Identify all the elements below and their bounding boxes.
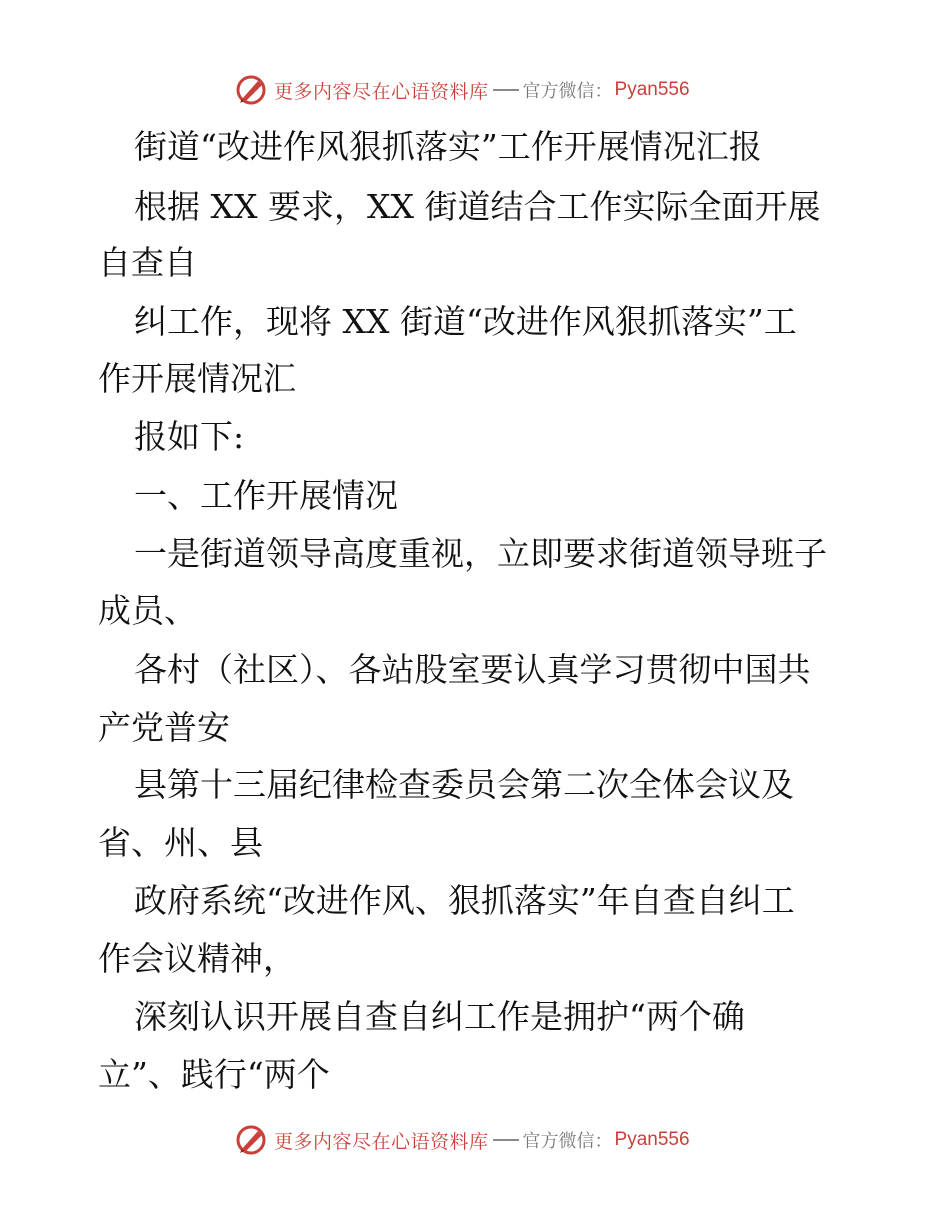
wechat-id: Pyan556: [614, 1129, 690, 1150]
header-watermark-banner: [234, 72, 690, 108]
wechat-label: 官方微信：: [522, 81, 613, 102]
text-line: 纠工作，现将 XX 街道“改进作风狠抓落实”工: [134, 302, 797, 341]
banner-dash: [493, 89, 519, 91]
text-line: 深刻认识开展自查自纠工作是拥护“两个确: [134, 997, 745, 1036]
site-name-text: 更多内容尽在心语资料库: [274, 1130, 489, 1153]
banner-dash: [493, 1139, 519, 1141]
text-line: 根据 XX 要求，XX 街道结合工作实际全面开展: [134, 187, 821, 226]
text-line: 各村（社区）、各站股室要认真学习贯彻中国共: [134, 650, 811, 689]
section-heading: 一、工作开展情况: [134, 476, 398, 515]
text-line: 报如下:: [134, 417, 245, 456]
wechat-label: 官方微信：: [522, 1131, 613, 1152]
pen-logo-icon: [234, 1123, 268, 1157]
text-line: 县第十三届纪律检查委员会第二次全体会议及: [134, 765, 794, 804]
text-line: 一是街道领导高度重视，立即要求街道领导班子: [134, 534, 827, 573]
text-line: 政府系统“改进作风、狠抓落实”年自查自纠工: [134, 881, 795, 920]
document-title: 街道“改进作风狠抓落实”工作开展情况汇报: [134, 127, 762, 166]
text-line: 产党普安: [98, 708, 230, 747]
text-line: 立”、践行“两个: [98, 1055, 330, 1094]
text-line: 省、州、县: [98, 823, 263, 862]
text-line: 作会议精神，: [98, 939, 296, 978]
text-line: 作开展情况汇: [98, 359, 296, 398]
text-line: 成员、: [98, 591, 197, 630]
text-line: 自查自: [98, 243, 197, 282]
footer-watermark-banner: [234, 1122, 690, 1158]
site-name-text: 更多内容尽在心语资料库: [274, 80, 489, 103]
wechat-id: Pyan556: [614, 79, 690, 100]
pen-logo-icon: [234, 73, 268, 107]
